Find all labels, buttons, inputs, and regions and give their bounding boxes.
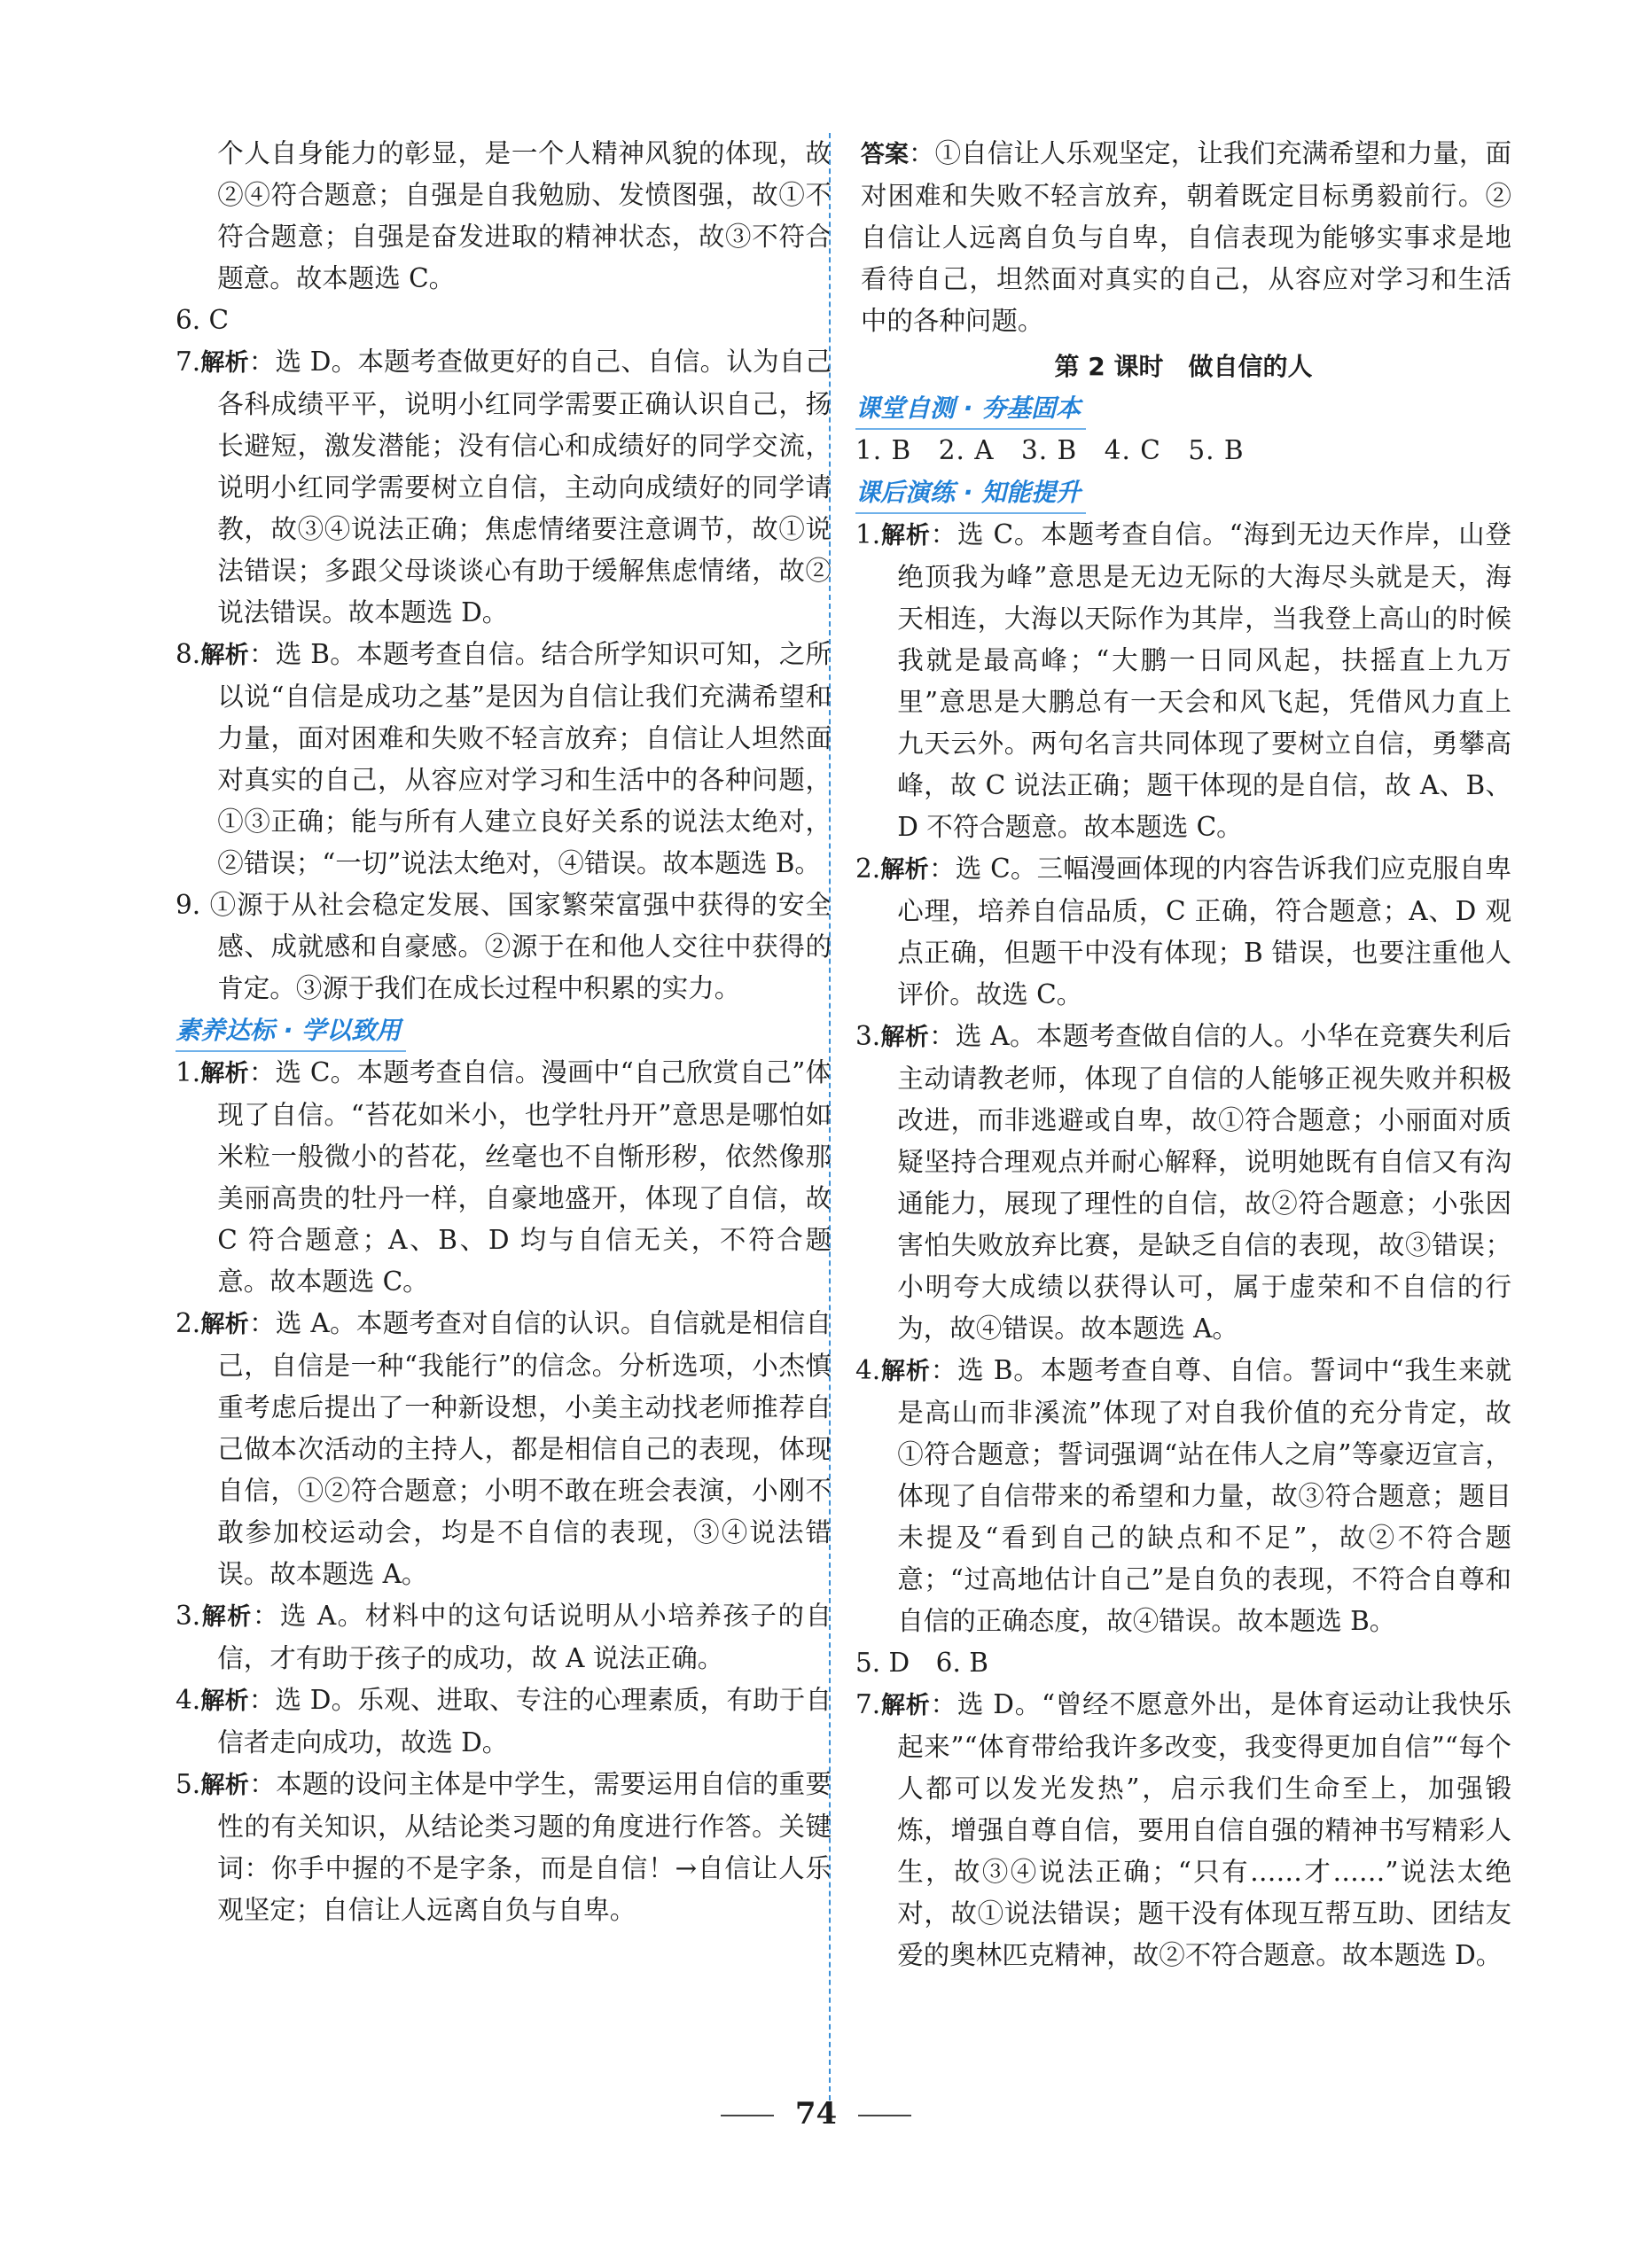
section-heading-kehou: 课后演练 · 知能提升 bbox=[855, 472, 1511, 514]
suyang-question-5: 5.解析：本题的设问主体是中学生，需要运用自信的重要性的有关知识，从结论类习题的角度进行作答。关键词：你手中握的不是字条，而是自信！→自信让人乐观坚定；自信让人远离自负与自卑。 bbox=[176, 1769, 832, 1925]
suyang-question-3: 3.解析：选 A。材料中的这句话说明从小培养孩子的自信，才有助于孩子的成功，故 A 说法正确。 bbox=[176, 1601, 832, 1673]
keyword-daan: 答案 bbox=[860, 141, 910, 168]
section-heading-ketang: 课堂自测 · 夯基固本 bbox=[855, 387, 1511, 430]
kehou-question-2: 2.解析：选 C。三幅漫画体现的内容告诉我们应克服自卑心理，培养自信品质，C 正确，符合题意；A、D 观点正确，但题干中没有体现；B 错误，也要注重他人评价。故选 C。 bbox=[855, 853, 1512, 1009]
keyword-jiexi: 解析 bbox=[200, 349, 249, 377]
intro-paragraph: 个人自身能力的彰显，是一个人精神风貌的体现，故②④符合题意；自强是自我勉励、发愤图强，故①不符合题意；自强是奋发进取的精神状态，故③不符合题意。故本题选 C。 bbox=[217, 138, 832, 293]
keyword-jiexi: 解析 bbox=[880, 1692, 931, 1719]
question-8: 8.解析：选 B。本题考查自信。结合所学知识可知，之所以说“自信是成功之基”是因为自信让我们充满希望和力量，面对困难和失败不轻言放弃；自信让人坦然面对真实的自己，从容应对学习和生活中的各种问题，①③正确；能与所有人建立良好关系的说法太绝对，②错误；“一切”说法太绝对，④错误。故本题选 B。 bbox=[176, 639, 832, 878]
kehou-question-7: 7.解析：选 D。“曾经不愿意外出，是体育运动让我快乐起来”“体育带给我许多改变，我变得更加自信”“每个人都可以发光发热”，启示我们生命至上，加强锻炼，增强自尊自信，要用自信自强的精神书写精彩人生，故③④说法正确；“只有……才……”说法太绝对，故①说法错误；题干没有体现互帮互助、团结友爱的奥林匹克精神，故②不符合题意。故本题选 D。 bbox=[855, 1689, 1511, 1970]
right-column bbox=[855, 133, 1511, 1976]
answer-block: 答案：①自信让人乐观坚定，让我们充满希望和力量，面对困难和失败不轻言放弃，朝着既定目标勇毅前行。②自信让人远离自负与自卑，自信表现为能够实事求是地看待自己，坦然面对真实的自己，从容应对学习和生活中的各种问题。 bbox=[860, 138, 1511, 336]
keyword-jiexi: 解析 bbox=[880, 1024, 930, 1051]
footer-dash-left bbox=[721, 2115, 774, 2116]
left-column bbox=[176, 133, 832, 1931]
section-heading-suyang: 素养达标 · 学以致用 bbox=[176, 1009, 832, 1052]
keyword-jiexi: 解析 bbox=[200, 642, 250, 669]
suyang-question-1: 1.解析：选 C。本题考查自信。漫画中“自己欣赏自己”体现了自信。“苔花如米小，也学牡丹开”意思是哪怕如米粒一般微小的苔花，丝毫也不自惭形秽，依然像那美丽高贵的牡丹一样，自豪地盛开，体现了自信，故 C 符合题意；A、B、D 均与自信无关，不符合题意。故本题选 C。 bbox=[176, 1057, 832, 1297]
keyword-jiexi: 解析 bbox=[880, 856, 929, 884]
keyword-jiexi: 解析 bbox=[200, 1687, 249, 1715]
answer-6: 6. C bbox=[176, 305, 230, 335]
page-number: 74 bbox=[794, 2096, 838, 2132]
kehou-question-1: 1.解析：选 C。本题考查自信。“海到无边天作岸，山登绝顶我为峰”意思是无边无际的大海尽头就是天，海天相连，大海以天际作为其岸，当我登上高山的时候我就是最高峰；“大鹏一日同风起，扶摇直上九万里”意思是大鹏总有一天会和风飞起，凭借风力直上九天云外。两句名言共同体现了要树立自信，勇攀高峰，故 C 说法正确；题干体现的是自信，故 A、B、D 不符合题意。故本题选 C。 bbox=[855, 519, 1512, 842]
footer-dash-right bbox=[858, 2115, 911, 2116]
lesson-title: 第 2 课时 做自信的人 bbox=[1054, 352, 1313, 381]
keyword-jiexi: 解析 bbox=[200, 1311, 250, 1338]
kehou-question-3: 3.解析：选 A。本题考查做自信的人。小华在竞赛失利后主动请教老师，体现了自信的人能够正视失败并积极改进，而非逃避或自卑，故①符合题意；小丽面对质疑坚持合理观点并耐心解释，说明她既有自信又有沟通能力，展现了理性的自信，故②符合题意；小张因害怕失败放弃比赛，是缺乏自信的表现，故③错误；小明夸大成绩以获得认可，属于虚荣和不自信的行为，故④错误。故本题选 A。 bbox=[855, 1021, 1511, 1344]
page-footer bbox=[0, 2096, 1632, 2132]
column-divider bbox=[829, 133, 831, 2100]
kehou-answers-5-6: 5. D 6. B bbox=[855, 1648, 988, 1678]
keyword-jiexi: 解析 bbox=[200, 1772, 250, 1799]
keyword-jiexi: 解析 bbox=[200, 1603, 253, 1631]
question-9: 9. ①源于从社会稳定发展、国家繁荣富强中获得的安全感、成就感和自豪感。②源于在和他人交往中获得的肯定。③源于我们在成长过程中积累的实力。 bbox=[176, 890, 832, 1003]
keyword-jiexi: 解析 bbox=[880, 522, 931, 549]
kehou-question-4: 4.解析：选 B。本题考查自尊、自信。誓词中“我生来就是高山而非溪流”体现了对自我价值的充分肯定，故①符合题意；誓词强调“站在伟人之肩”等豪迈宣言，体现了自信带来的希望和力量，故③符合题意；题目未提及“看到自己的缺点和不足”，故②不符合题意；“过高地估计自己”是自负的表现，不符合自尊和自信的正确态度，故④错误。故本题选 B。 bbox=[855, 1355, 1512, 1636]
question-7: 7.解析：选 D。本题考查做更好的自己、自信。认为自己各科成绩平平，说明小红同学需要正确认识自己，扬长避短，激发潜能；没有信心和成绩好的同学交流，说明小红同学需要树立自信，主动向成绩好的同学请教，故③④说法正确；焦虑情绪要注意调节，故①说法错误；多跟父母谈谈心有助于缓解焦虑情绪，故②说法错误。故本题选 D。 bbox=[176, 347, 832, 627]
keyword-jiexi: 解析 bbox=[200, 1060, 249, 1087]
suyang-question-2: 2.解析：选 A。本题考查对自信的认识。自信就是相信自己，自信是一种“我能行”的信念。分析选项，小杰慎重考虑后提出了一种新设想，小美主动找老师推荐自己做本次活动的主持人，都是相信自己的表现，体现自信，①②符合题意；小明不敢在班会表演，小刚不敢参加校运动会，均是不自信的表现，③④说法错误。故本题选 A。 bbox=[176, 1308, 832, 1589]
suyang-question-4: 4.解析：选 D。乐观、进取、专注的心理素质，有助于自信者走向成功，故选 D。 bbox=[176, 1685, 832, 1758]
keyword-jiexi: 解析 bbox=[880, 1358, 931, 1385]
quick-answers-1-5: 1. B 2. A 3. B 4. C 5. B bbox=[855, 435, 1245, 465]
